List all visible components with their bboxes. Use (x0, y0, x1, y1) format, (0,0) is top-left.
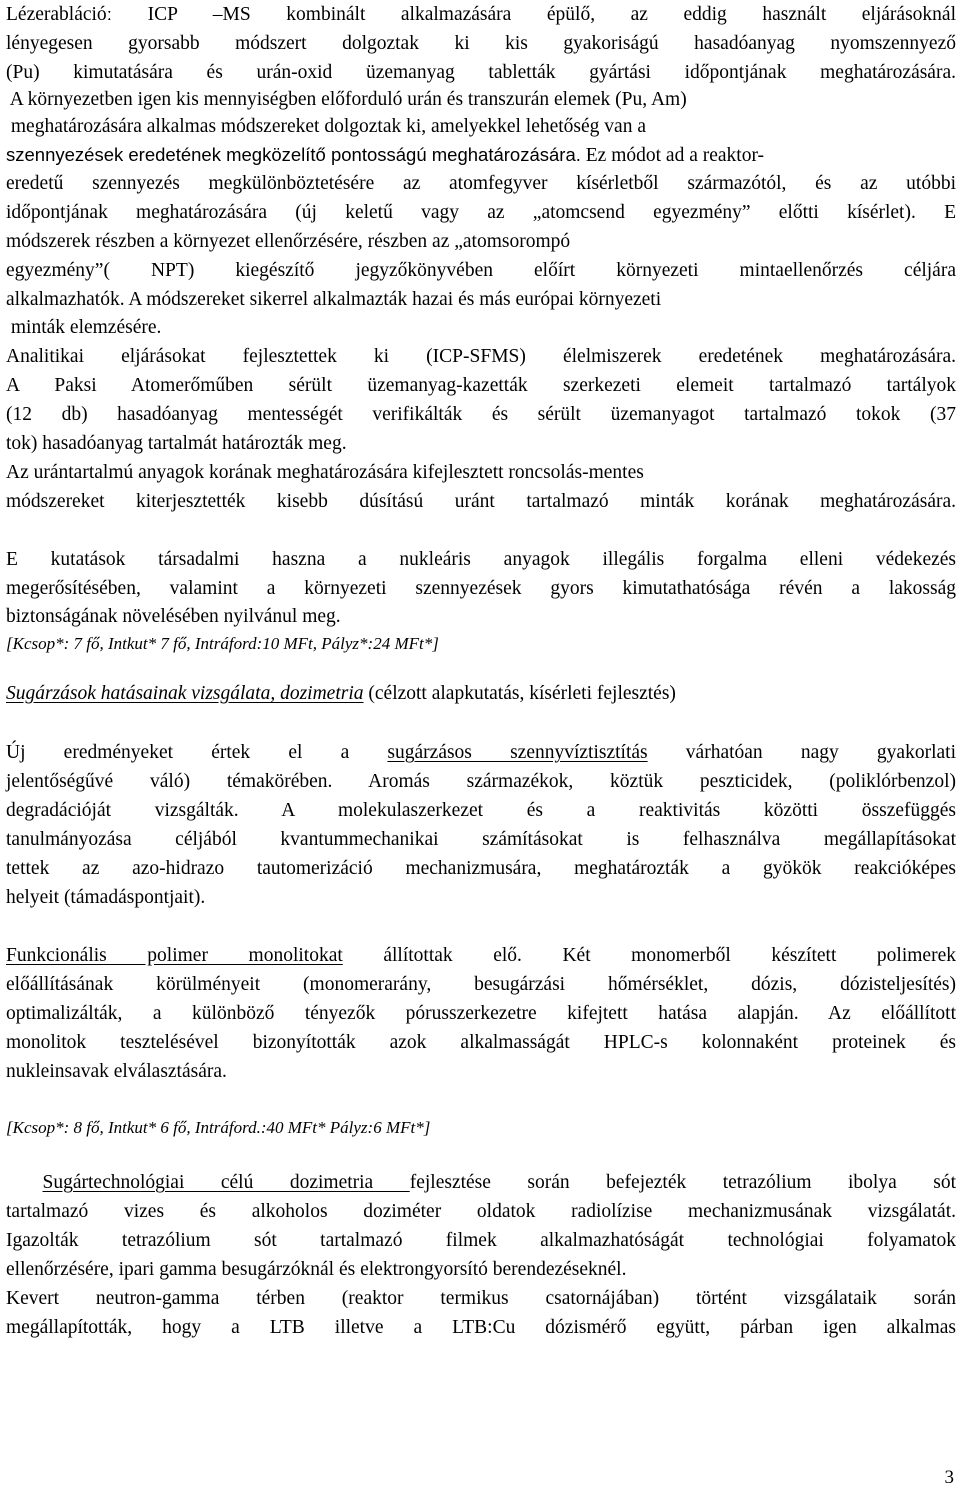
text-segment: alkalmazhatók. A módszereket sikerrel alkalmazták hazai és más európai környezeti (6, 289, 662, 310)
text-line (6, 827, 956, 853)
text-line (6, 31, 956, 57)
underlined-topic: Sugártechnológiai célú dozimetria (42, 1172, 410, 1193)
underlined-topic: sugárzásos szennyvíztisztítás (387, 742, 648, 763)
text-line (6, 1030, 956, 1056)
text-segment: tartalmazó vizes és alkoholos doziméter oldatok radiolízise mechanizmusának vizsgálatát. (6, 1201, 956, 1222)
text-line (6, 885, 956, 911)
text-line (6, 2, 956, 28)
text-segment: lényegesen gyorsabb módszert dolgoztak ki kis gyakoriságú hasadóanyag nyomszennyező (6, 33, 956, 54)
text-segment: biztonságának növelésében nyilvánul meg. (6, 606, 341, 627)
text-line (6, 489, 956, 515)
text-line (6, 576, 956, 602)
text-line (6, 460, 956, 486)
underlined-topic: Sugárzások hatásainak vizsgálata, dozimetria (6, 683, 364, 704)
text-segment: [Kcsop*: 8 fő, Intkut* 6 fő, Intráford.:40 MFt* Pályz:6 MFt*] (6, 1118, 431, 1137)
text-line (6, 547, 956, 573)
text-line (6, 1115, 956, 1141)
text-segment: fejlesztése során befejezték tetrazólium ibolya sót (409, 1172, 957, 1193)
text-line (6, 1059, 956, 1085)
text-line (6, 1001, 956, 1027)
text-segment: Új eredményeket értek el a (6, 742, 388, 763)
text-segment: jelentőségűvé váló) témakörében. Aromás származékok, köztük peszticidek, (poliklórbenzol) (6, 771, 956, 792)
text-segment: állítottak elő. Két monomerből készített polimerek (342, 945, 956, 966)
text-line (6, 114, 956, 140)
text-line (6, 681, 956, 707)
text-segment: A környezetben igen kis mennyiségben előforduló urán és transzurán elemek (Pu, Am) (6, 89, 687, 110)
text-line (6, 856, 956, 882)
text-segment (6, 1172, 43, 1193)
text-line (6, 604, 956, 630)
text-line (6, 740, 956, 766)
text-segment: Kevert neutron-gamma térben (reaktor termikus csatornájában) történt vizsgálataik során (6, 1288, 956, 1309)
text-segment: Analitikai eljárásokat fejlesztettek ki (ICP-SFMS) élelmiszerek eredetének meghatározására. (6, 346, 956, 367)
text-line (6, 87, 956, 113)
text-line (6, 1257, 956, 1283)
text-line (6, 1170, 956, 1196)
text-segment: minták elemzésére. (6, 317, 162, 338)
text-segment: Lézerablációː ICP –MS kombinált alkalmazására épülő, az eddig használt eljárásoknál (6, 4, 956, 25)
text-line (6, 972, 956, 998)
text-segment: időpontjának meghatározására (új keletű vagy az „atomcsend egyezmény” előtti kísérlet). E (6, 202, 956, 223)
text-segment: meghatározására alkalmas módszereket dolgoztak ki, amelyekkel lehetőség van a (6, 116, 646, 137)
text-segment: módszerek részben a környezet ellenőrzésére, részben az „atomsorompó (6, 231, 571, 252)
text-line (6, 315, 956, 341)
text-line (6, 431, 956, 457)
text-line (6, 798, 956, 824)
text-segment: nukleinsavak elválasztására. (6, 1061, 227, 1082)
text-line (6, 258, 956, 284)
page-number: 3 (944, 1467, 954, 1488)
text-segment: helyeit (támadáspontjait). (6, 887, 206, 908)
text-segment: optimalizálták, a különböző tényezők pórusszerkezetre kifejtett hatása alapján. Az előállított (6, 1003, 956, 1024)
text-segment: (Pu) kimutatására és urán-oxid üzemanyag tabletták gyártási időpontjának meghatározására. (6, 62, 956, 83)
text-line (6, 229, 956, 255)
text-line (6, 769, 956, 795)
text-line (6, 200, 956, 226)
text-segment: eredetű szennyezés megkülönböztetésére az atomfegyver kísérletből származótól, és az utóbbi (6, 173, 956, 194)
text-segment: tok) hasadóanyag tartalmát határozták meg. (6, 433, 347, 454)
text-line (6, 344, 956, 370)
text-segment: [Kcsop*: 7 fő, Intkut* 7 fő, Intráford:10 MFt, Pályz*:24 MFt*] (6, 634, 439, 653)
text-line (6, 287, 956, 313)
text-segment: megállapították, hogy a LTB illetve a LTB:Cu dózismérő együtt, párban igen alkalmas (6, 1317, 956, 1338)
text-segment: egyezmény”( NPT) kiegészítő jegyzőkönyvében előírt környezeti mintaellenőrzés céljára (6, 260, 956, 281)
text-segment: ellenőrzésére, ipari gamma besugárzóknál és elektrongyorsító berendezéseknél. (6, 1259, 627, 1280)
text-segment: Az urántartalmú anyagok korának meghatározására kifejlesztett roncsolás-mentes (6, 462, 644, 483)
text-line (6, 1228, 956, 1254)
text-segment: Ez módot ad a reaktor- (580, 145, 765, 166)
text-line (6, 631, 956, 657)
text-segment: (12 db) hasadóanyag mentességét verifikálták és sérült üzemanyagot tartalmazó tokok (37 (6, 404, 956, 425)
text-segment: Igazolták tetrazólium sót tartalmazó filmek alkalmazhatóságát technológiai folyamatok (6, 1230, 956, 1251)
text-line (6, 1286, 956, 1312)
text-segment: módszereket kiterjesztették kisebb dúsítású uránt tartalmazó minták korának meghatározására. (6, 491, 956, 512)
text-segment: A Paksi Atomerőműben sérült üzemanyag-kazetták szerkezeti elemeit tartalmazó tartályok (6, 375, 956, 396)
text-line (6, 402, 956, 428)
text-line (6, 1199, 956, 1225)
text-segment: monolitok tesztelésével bizonyították azok alkalmasságát HPLC-s kolonnaként proteinek és (6, 1032, 956, 1053)
text-segment: szennyezések eredetének megközelítő pontosságú meghatározására. (6, 144, 581, 165)
text-segment: várhatóan nagy gyakorlati (647, 742, 956, 763)
text-line (6, 1315, 956, 1341)
text-segment: (célzott alapkutatás, kísérleti fejlesztés) (363, 683, 676, 704)
text-segment: tettek az azo-hidrazo tautomerizáció mechanizmusára, meghatározták a gyökök reakcióképes (6, 858, 956, 879)
text-line (6, 171, 956, 197)
text-segment: E kutatások társadalmi haszna a nukleáris anyagok illegális forgalma elleni védekezés (6, 549, 956, 570)
text-line (6, 943, 956, 969)
text-line (6, 60, 956, 86)
text-segment: megerősítésében, valamint a környezeti szennyezések gyors kimutathatósága révén a lakosság (6, 578, 956, 599)
underlined-topic: Funkcionális polimer monolitokat (6, 945, 343, 966)
text-segment: tanulmányozása céljából kvantummechanikai számításokat is felhasználva megállapításokat (6, 829, 956, 850)
text-line (6, 373, 956, 399)
text-line (6, 142, 956, 168)
text-segment: előállításának körülményeit (monomerarány, besugárzási hőmérséklet, dózis, dózisteljesítés) (6, 974, 956, 995)
text-segment: degradációját vizsgálták. A molekulaszerkezet és a reaktivitás közötti összefüggés (6, 800, 956, 821)
